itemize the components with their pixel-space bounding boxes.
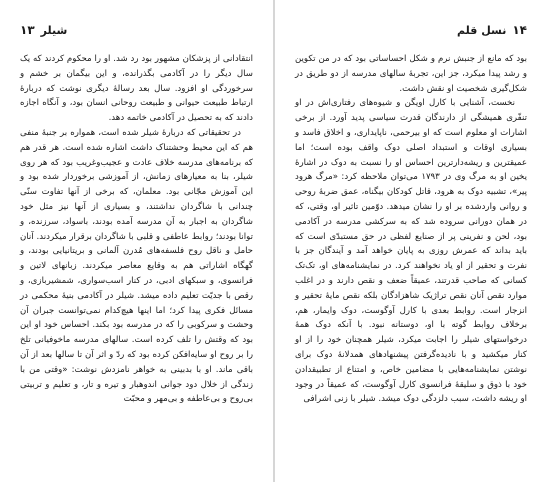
right-page-number: ۱۴ bbox=[512, 23, 527, 37]
left-page-number: ۱۳ bbox=[20, 23, 35, 37]
right-paragraph-1: بود که مانع از جنبش نرم و شکل احساساتی بود که در من تکوین و رشد پیدا میکرد، جز این، تجربهٔ سالهای مدرسه از دو طریق در شکل‌گیری شخصیت او نقش داشت. bbox=[295, 54, 527, 94]
left-paragraph-2: در تحقیقاتی که دربارهٔ شیلر شده است، همواره بر جنبهٔ منفی هم که این محیط وحشتناک داشت اشاره شده است. هر قدر هم که برنامه‌های مدرسه خلاف عادت و عجیب‌وغریب بود که هر روی شیلر، بنا به معیارهای زمانش، از آموزشی برخوردار شده بود و این آموزش مجّانی بود. معلمان، که برخی از آنها تفاوت سنّی چندانی با شاگردان نداشتند، و بسیاری از آنها نیز مثل خود شاگردان به اجبار به آن مدرسه آمده بودند، باسواد، سرزنده، و توانا بودند؛ روابط عاطفی و قلبی با شاگردان برقرار میکردند. آنان حامل و ناقل روح فلسفه‌های مُدرن آلمانی و بریتانیایی بودند، و گهگاه اشاراتی هم به وقایع معاصر میکردند. زبانهای لاتین و فرانسوی، و سبکهای ادبی، در کنار اسب‌سواری، شمشیربازی، و رقص با جدیّت تعلیم داده میشد. شیلر در آکادمی بنیهٔ محکمی در مسائل فکری پیدا کرد؛ اما اینها هیچ‌کدام نمی‌توانست جبران آن وحشت و سرکوبی را که در مدرسه بود بکند. احساس خود او این بود که وقتش را تلف کرده است. سالهای مدرسه ماخوفیانی تلخ را بر روح او سایه‌افکن کرده بود که ردّ و اثر آن تا سالها بعد از آن باقی ماند. او با بدبینی به خواهر نامزدش نوشت: «وقتی من با زندگی از خلال دود جوانی اندوهبار و تیره و تار، و تعلیم و تربیتی بی‌روح و بی‌عاطفه و بی‌مهر و محبّت bbox=[20, 127, 253, 405]
right-page-running-title: نسل قلم bbox=[457, 23, 507, 37]
left-paragraph-1: انتقادانی از پزشکان مشهور بود رد شد. او را محکوم کردند که یک سال دیگر را در آکادمی بگذرانده، و این بیگمان بر خشم و سرخوردگی او افزود. سال بعد رسالهٔ دیگری نوشت که دربارهٔ ارتباط طبیعت حیوانی و طبیعت روحانی انسان بود، و آنگاه اجازه دادند که به تحصیل در آکادمی خاتمه دهد. bbox=[20, 54, 253, 124]
left-page-running-title: شیلر bbox=[40, 23, 68, 37]
right-page-header bbox=[457, 22, 527, 38]
right-page-body bbox=[295, 52, 527, 407]
left-page-header bbox=[20, 22, 67, 38]
left-page-body bbox=[20, 52, 253, 407]
left-page bbox=[0, 0, 273, 482]
right-page bbox=[275, 0, 547, 482]
right-paragraph-2: نخست، آشنایی با کارل اویگن و شیوه‌های رفتاری‌اش در او تنفّری همیشگی از دارندگان قدرت سیاسی پدید آورد. از برخی اشارات او معلوم است که او بیرحمی، ناپایداری، و اخلاق فاسد و بسیاری اوقات و استبداد اصلی دوک واقف بوده است؛ اما عمیقترین و ریشه‌دارترین احساس او را نسبت به دوک در اشارهٔ یخین او به مرگ وی در ۱۷۹۳ می‌توان ملاحظه کرد: «مرگ هرود پیر»، تشبیه دوک به هرود، قاتل کودکان بیگناه، عمق ضربهٔ روحی و روانی واردشده بر او را نشان میدهد. دوّمین تاثیر او، وقتی، که در همان دورانی سروده شد که به سرکشی مدرسه در آکادمی بود، لحن و نفرینی پر از صنایع لفظی در حق مستبدّی است که باید بداند که عمرش روزی به پایان خواهد آمد و آیندگان جز با نفرت و تحقیر از او یاد نخواهند کرد. در نمایشنامه‌های او، تک‌تک کسانی که صاحب قدرتند، عمیقاً ضعف و نقص دارند و در اغلب موارد نقص آنان نقص تراژیک شاهزادگان بلکه نقص مایهٔ تحقیر و انزجار است. روابط بعدی با کارل آوگوست، دوک وایمار، هم، برخلاف روابط گوته با او، دوستانه نبود. با آنکه دوک همهٔ درخواستهای شیلر را اجابت میکرد، شیلر همچنان خود را از او کنار میکشید و با نادیده‌گرفتن پیشنهادهای همدلانهٔ دوک برای نوشتن نمایشنامه‌هایی با مضامین خاص، و امتناع از تطبیقدادن خود با ذوق و سلیقهٔ فرانسوی کارل آوگوست، که عمیقاً در وجود او ریشه داشت، سبب دلزدگی دوک میشد. شیلر با زنی اشرافی bbox=[295, 98, 527, 405]
